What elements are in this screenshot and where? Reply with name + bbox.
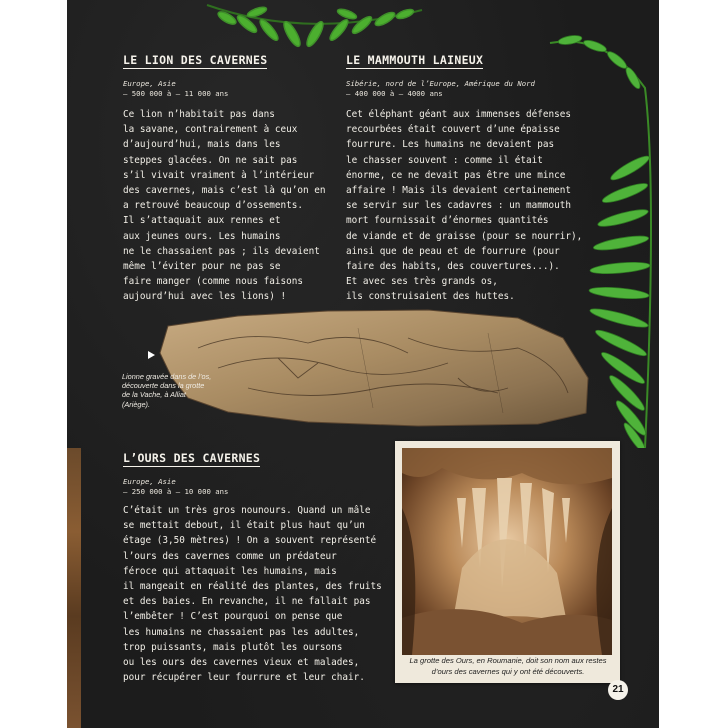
lion-region: Europe, Asie <box>123 79 176 88</box>
lion-period: – 500 000 à – 11 000 ans <box>123 89 229 98</box>
text-line: ou les ours des cavernes vieux et malades, <box>123 657 360 669</box>
text-line: ils construisaient des huttes. <box>346 291 515 303</box>
bear-region: Europe, Asie <box>123 477 176 486</box>
fern-top-decoration <box>197 0 427 55</box>
bear-text <box>123 503 382 685</box>
text-line: trop puissants, mais plutôt les oursons <box>123 641 343 653</box>
text-line: faire des habits, des couvertures...). <box>346 261 560 273</box>
text-line: Ce lion n’habitait pas dans <box>123 109 275 120</box>
text-line: affaire ! Mais ils devaient certainement <box>346 185 572 197</box>
text-line: steppes glacées. On ne sait pas <box>123 154 298 166</box>
mammoth-heading: LE MAMMOUTH LAINEUX <box>346 53 484 67</box>
text-line: mort fournissait d’énormes quantités <box>346 215 549 227</box>
text-line: féroce qui attaquait les humains, mais <box>123 565 337 577</box>
text-line: aux jeunes ours. Les humains <box>123 230 281 242</box>
text-line: fourrure. Les humains ne devaient pas <box>346 139 555 151</box>
text-line: étage (3,50 mètres) ! On a souvent représenté <box>123 535 377 547</box>
text-line: énorme, ce ne devait pas être une mince <box>346 169 566 181</box>
text-line: pour récupérer leur fourrure et leur chair. <box>123 672 365 684</box>
text-line: la savane, contrairement à ceux <box>123 124 298 136</box>
bear-period: – 250 000 à – 10 000 ans <box>123 487 229 496</box>
cave-photo-card <box>395 441 620 683</box>
text-line: même l’éviter pour ne pas se <box>123 261 281 273</box>
lion-habitat <box>123 79 228 99</box>
text-line: ainsi que de peau et de fourrure (pour <box>346 245 560 257</box>
lion-text <box>123 107 326 305</box>
text-line: Il s’attaquait aux rennes et <box>123 215 281 227</box>
cave-photo <box>402 448 612 655</box>
text-line: il mangeait en réalité des plantes, des fruits <box>123 581 382 593</box>
caption-pointer-icon <box>148 351 155 359</box>
text-line: faire manger (comme nous faisons <box>123 276 304 288</box>
text-line: ne le chassaient pas ; ils devaient <box>123 245 320 257</box>
bear-habitat <box>123 477 228 497</box>
text-line: aujourd’hui avec les lions) ! <box>123 291 287 303</box>
text-line: les humains ne chassaient pas les adultes, <box>123 626 360 638</box>
text-line: l’embêter ! C’est pourquoi on pense que <box>123 611 343 623</box>
engraved-bone-image <box>158 308 596 428</box>
text-line: Et avec ses très grands os, <box>346 276 498 288</box>
mammoth-habitat <box>346 79 535 99</box>
cave-photo-caption: La grotte des Ours, en Roumanie, doit son nom aux restes d’ours des cavernes qui y ont été découverts. <box>409 656 607 676</box>
page-number: 21 <box>608 680 628 700</box>
text-line: s’il vivait vraiment à l’intérieur <box>123 169 315 181</box>
mammoth-region: Sibérie, nord de l’Europe, Amérique du Nord <box>346 79 535 88</box>
text-line: Cet éléphant géant aux immenses défenses <box>346 109 572 120</box>
text-line: a retrouvé beaucoup d’ossements. <box>123 200 304 212</box>
mammoth-period: – 400 000 à – 4000 ans <box>346 89 443 98</box>
text-line: se mettait debout, il était plus haut qu’un <box>123 520 365 532</box>
bone-caption: Lionne gravée dans de l’os, découverte dans la grotte de la Vache, à Alliat (Ariège). <box>122 372 212 409</box>
bear-heading: L’OURS DES CAVERNES <box>123 451 261 465</box>
text-line: l’ours des cavernes comme un prédateur <box>123 550 337 562</box>
text-line: des cavernes, mais c’est là qu’on en <box>123 185 326 197</box>
text-line: se servir sur les cadavres : un mammouth <box>346 200 572 212</box>
rock-texture-strip <box>67 448 81 728</box>
text-line: d’aujourd’hui, mais dans les <box>123 139 281 151</box>
text-line: le chasser souvent : comme il était <box>346 154 543 166</box>
text-line: C’était un très gros nounours. Quand un mâle <box>123 505 371 516</box>
mammoth-text <box>346 107 582 305</box>
text-line: et des baies. En revanche, il ne fallait pas <box>123 596 371 608</box>
text-line: de viande et de graisse (pour se nourrir), <box>346 230 583 242</box>
book-page <box>67 0 659 728</box>
lion-heading: LE LION DES CAVERNES <box>123 53 268 67</box>
text-line: recourbées était couvert d’une épaisse <box>346 124 560 136</box>
